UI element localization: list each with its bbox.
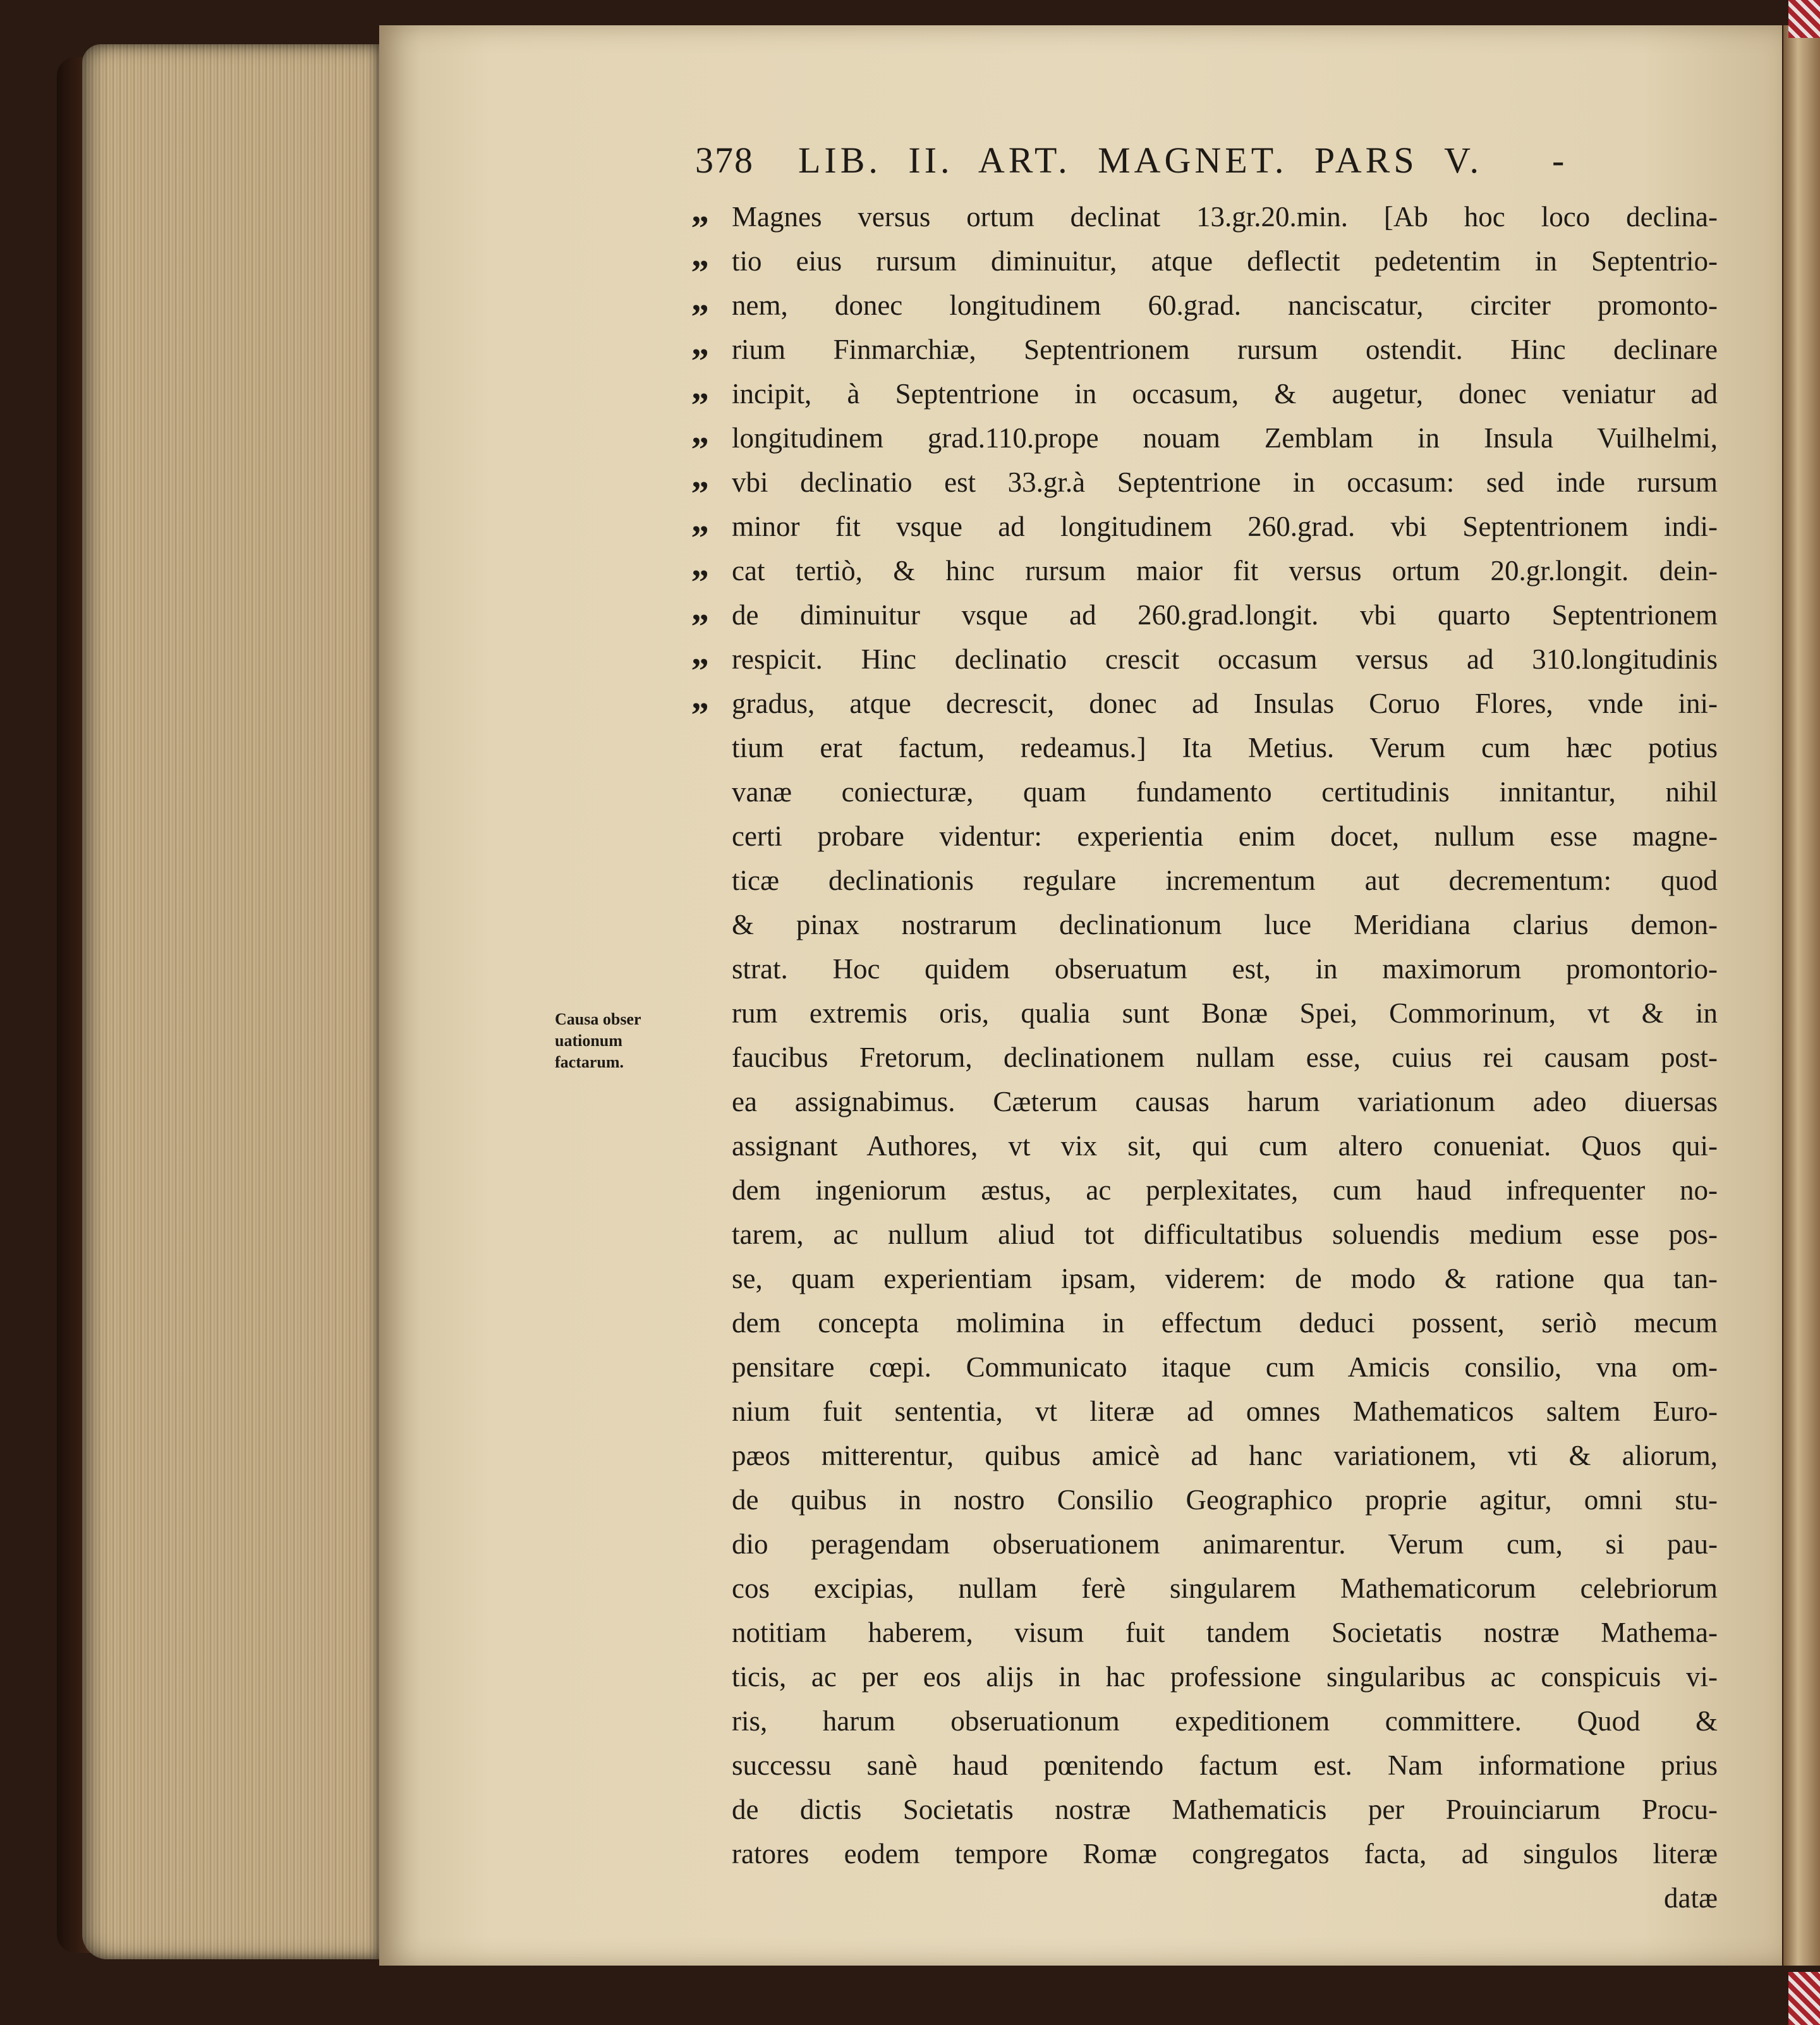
text-line: se, quam experientiam ipsam, viderem: de modo & ratione qua tan- [732,1263,1718,1294]
text-line: pensitare cœpi. Communicato itaque cum Amicis consilio, vna om- [732,1351,1718,1383]
running-head [695,139,1719,181]
text-line: tium erat factum, redeamus.] Ita Metius. Verum cum hæc potius [732,732,1718,763]
text-line: de diminuitur vsque ad 260.grad.longit. vbi quarto Septentrionem [732,599,1718,631]
text-line: de quibus in nostro Consilio Geographico proprie agitur, omni stu- [732,1484,1718,1516]
text-line: tarem, ac nullum aliud tot difficultatibus soluendis medium esse pos- [732,1219,1718,1250]
text-line: successu sanè haud pœnitendo factum est. Nam informatione prius [732,1749,1718,1781]
quotation-mark: „ [691,324,709,363]
page-number: 378 [695,140,754,181]
body-text [732,195,1718,1920]
text-line: ticis, ac per eos alijs in hac professione singularibus ac conspicuis vi- [732,1661,1718,1693]
text-line: dem concepta molimina in effectum deduci possent, seriò mecum [732,1307,1718,1339]
text-line: ratores eodem tempore Romæ congregatos facta, ad singulos literæ [732,1838,1718,1870]
page-edges [82,44,379,1959]
quotation-mark: „ [691,279,709,319]
quotation-mark: „ [691,191,709,230]
bookmark-ribbon-bottom [1788,1972,1820,2025]
text-line: assignant Authores, vt vix sit, qui cum altero conueniat. Quos qui- [732,1130,1718,1162]
running-title: LIB. II. ART. MAGNET. PARS V. [798,140,1483,181]
text-line: cat tertiò, & hinc rursum maior fit versus ortum 20.gr.longit. dein- [732,555,1718,587]
text-line: & pinax nostrarum declinationum luce Meridiana clarius demon- [732,909,1718,940]
text-line: strat. Hoc quidem obseruatum est, in maximorum promontorio- [732,953,1718,985]
text-line: ea assignabimus. Cæterum causas harum variationum adeo diuersas [732,1086,1718,1117]
text-line: notitiam haberem, visum fuit tandem Societatis nostræ Mathema- [732,1617,1718,1648]
quotation-mark: „ [691,633,709,672]
text-line: minor fit vsque ad longitudinem 260.grad. vbi Septentrionem indi- [732,511,1718,542]
quotation-mark: „ [691,678,709,717]
text-line: longitudinem grad.110.prope nouam Zemblam in Insula Vuilhelmi, [732,422,1718,454]
margin-note [555,1009,700,1073]
text-line: nium fuit sententia, vt literæ ad omnes Mathematicos saltem Euro- [732,1396,1718,1427]
quotation-mark: „ [691,545,709,584]
text-line: rium Finmarchiæ, Septentrionem rursum ostendit. Hinc declinare [732,334,1718,365]
text-line: certi probare videntur: experientia enim docet, nullum esse magne- [732,820,1718,852]
margin-note-line: uationum [555,1031,622,1050]
quotation-mark: „ [691,456,709,496]
facing-page-edge [1783,25,1820,1966]
text-line: Magnes versus ortum declinat 13.gr.20.min. [Ab hoc loco declina- [732,201,1718,233]
text-line: dio peragendam obseruationem animarentur. Verum cum, si pau- [732,1528,1718,1560]
text-line: cos excipias, nullam ferè singularem Mathematicorum celebriorum [732,1572,1718,1604]
text-line: pæos mitterentur, quibus amicè ad hanc variationem, vti & aliorum, [732,1440,1718,1471]
text-line: rum extremis oris, qualia sunt Bonæ Spei, Commorinum, vt & in [732,997,1718,1029]
quotation-mark: „ [691,412,709,451]
quotation-mark: „ [691,368,709,407]
text-line: dem ingeniorum æstus, ac perplexitates, cum haud infrequenter no- [732,1174,1718,1206]
text-line: de dictis Societatis nostræ Mathematicis per Prouinciarum Procu- [732,1794,1718,1825]
text-line: gradus, atque decrescit, donec ad Insulas Coruo Flores, vnde ini- [732,688,1718,719]
text-line: nem, donec longitudinem 60.grad. nanciscatur, circiter promonto- [732,289,1718,321]
text-line: respicit. Hinc declinatio crescit occasum versus ad 310.longitudinis [732,643,1718,675]
text-line: incipit, à Septentrione in occasum, & augetur, donec veniatur ad [732,378,1718,410]
quotation-mark: „ [691,235,709,274]
margin-note-line: factarum. [555,1053,624,1071]
quotation-mark: „ [691,501,709,540]
text-line: ticæ declinationis regulare incrementum aut decrementum: quod [732,865,1718,896]
running-head-mark: - [1551,140,1568,181]
quotation-mark: „ [691,589,709,628]
text-line: vanæ coniecturæ, quam fundamento certitudinis innitantur, nihil [732,776,1718,808]
text-line: faucibus Fretorum, declinationem nullam esse, cuius rei causam post- [732,1042,1718,1073]
margin-note-line: Causa obser [555,1010,641,1028]
text-line: ris, harum obseruationum expeditionem committere. Quod & [732,1705,1718,1737]
bookmark-ribbon-top [1788,0,1820,38]
text-line: datæ [1664,1882,1718,1914]
text-line: tio eius rursum diminuitur, atque deflectit pedetentim in Septentrio- [732,245,1718,277]
text-line: vbi declinatio est 33.gr.à Septentrione in occasum: sed inde rursum [732,466,1718,498]
